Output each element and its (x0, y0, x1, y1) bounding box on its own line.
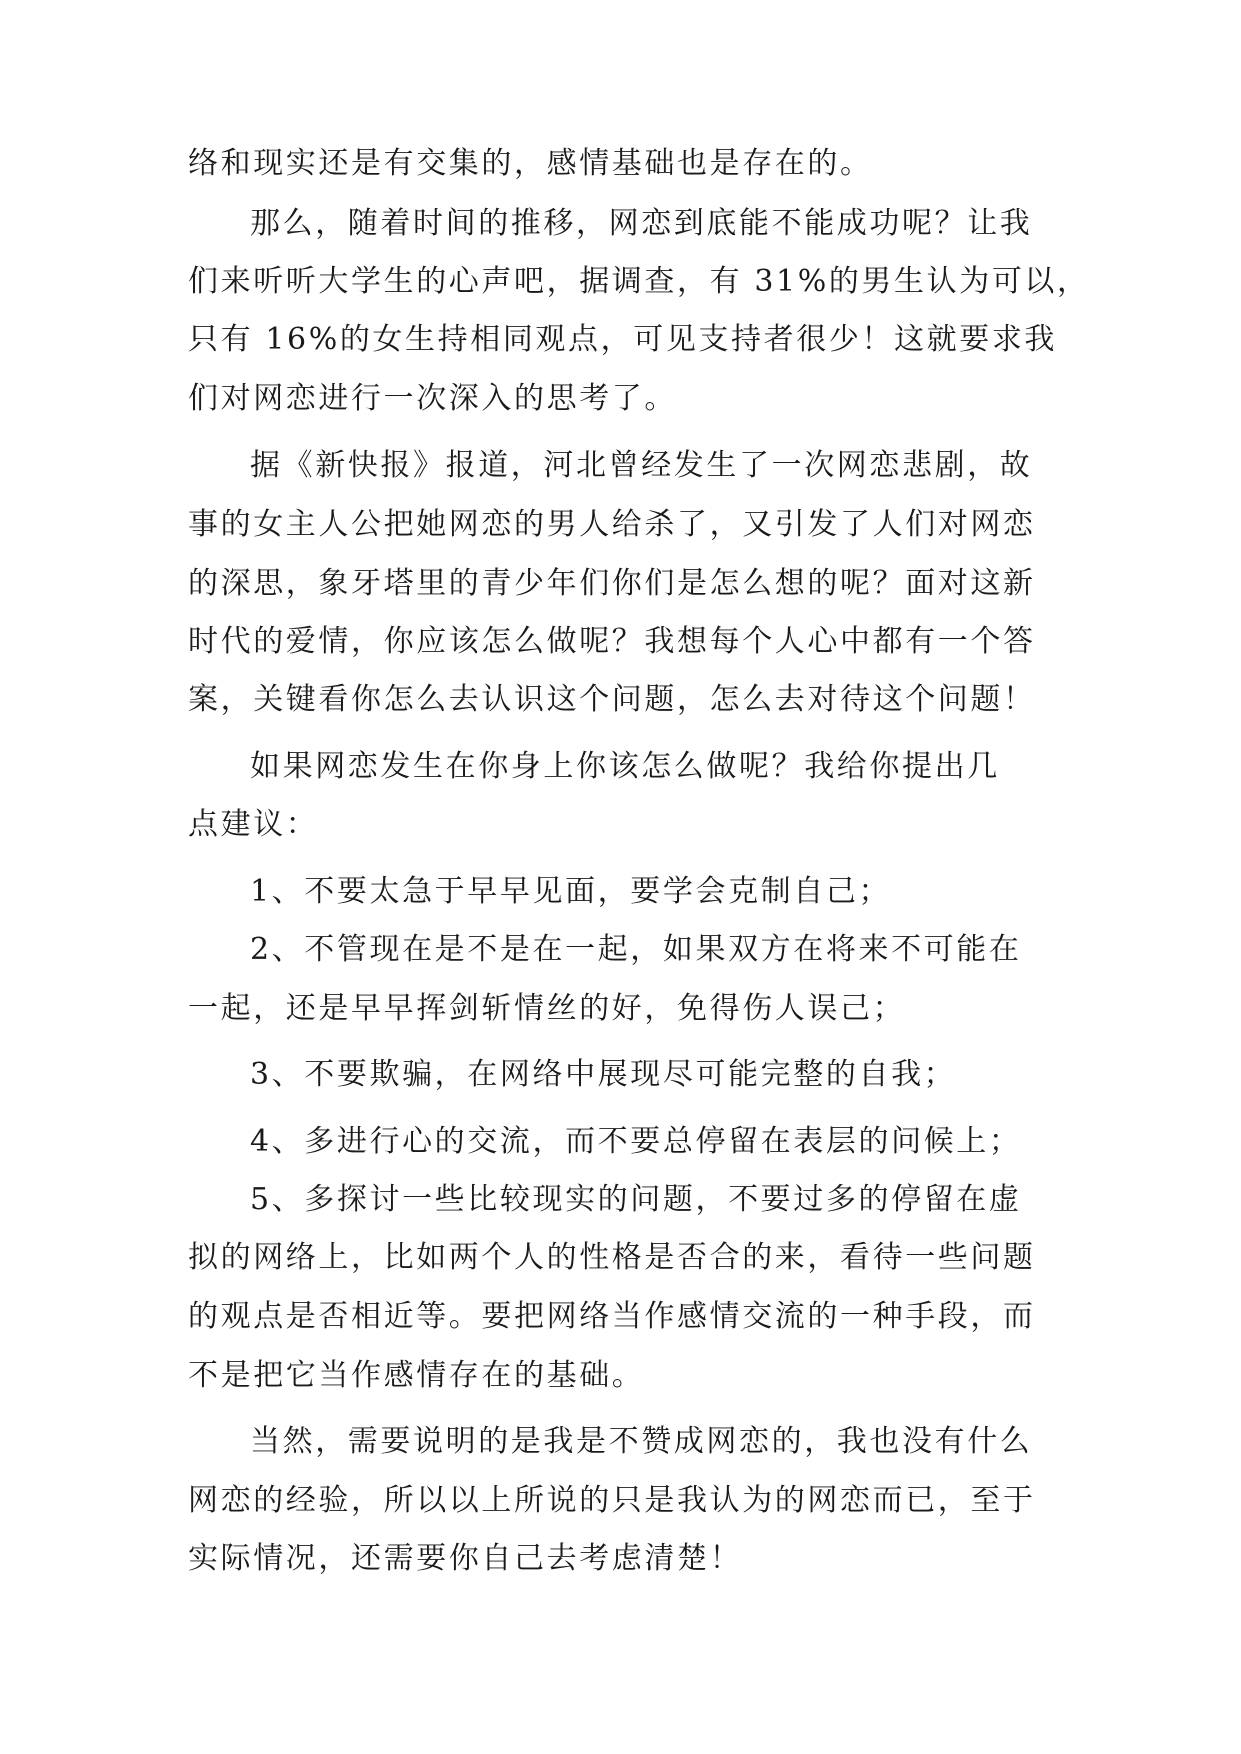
text-line: 4、多进行心的交流，而不要总停留在表层的问候上； (250, 1124, 1022, 1159)
text-line: 的深思，象牙塔里的青少年们你们是怎么想的呢？面对这新 (188, 566, 1036, 601)
text-line: 们来听听大学生的心声吧，据调查，有 31%的男生认为可以， (188, 264, 1090, 299)
text-line: 如果网恋发生在你身上你该怎么做呢？我给你提出几 (250, 749, 1000, 784)
text-line: 时代的爱情，你应该怎么做呢？我想每个人心中都有一个答 (188, 624, 1036, 659)
text-line: 实际情况，还需要你自己去考虑清楚！ (188, 1541, 743, 1576)
text-line: 案，关键看你怎么去认识这个问题，怎么去对待这个问题！ (188, 682, 1036, 717)
text-line: 们对网恋进行一次深入的思考了。 (188, 381, 677, 416)
text-line: 3、不要欺骗，在网络中展现尽可能完整的自我； (250, 1057, 957, 1092)
text-line: 网恋的经验，所以以上所说的只是我认为的网恋而已，至于 (188, 1483, 1036, 1518)
text-line: 点建议： (188, 807, 319, 842)
text-line: 2、不管现在是不是在一起，如果双方在将来不可能在 (250, 932, 1022, 967)
text-line: 当然，需要说明的是我是不赞成网恋的，我也没有什么 (250, 1424, 1033, 1459)
text-line: 只有 16%的女生持相同观点，可见支持者很少！这就要求我 (188, 322, 1058, 357)
text-line: 那么，随着时间的推移，网恋到底能不能成功呢？让我 (250, 206, 1033, 241)
text-line: 不是把它当作感情存在的基础。 (188, 1358, 645, 1393)
text-line: 络和现实还是有交集的，感情基础也是存在的。 (188, 146, 873, 181)
text-line: 5、多探讨一些比较现实的问题，不要过多的停留在虚 (250, 1182, 1022, 1217)
text-line: 事的女主人公把她网恋的男人给杀了，又引发了人们对网恋 (188, 507, 1036, 542)
text-line: 据《新快报》报道，河北曾经发生了一次网恋悲剧，故 (250, 448, 1033, 483)
text-line: 的观点是否相近等。要把网络当作感情交流的一种手段，而 (188, 1299, 1036, 1334)
text-line: 一起，还是早早挥剑斩情丝的好，免得伤人误己； (188, 991, 906, 1026)
text-line: 拟的网络上，比如两个人的性格是否合的来，看待一些问题 (188, 1240, 1036, 1275)
text-line: 1、不要太急于早早见面，要学会克制自己； (250, 874, 892, 909)
